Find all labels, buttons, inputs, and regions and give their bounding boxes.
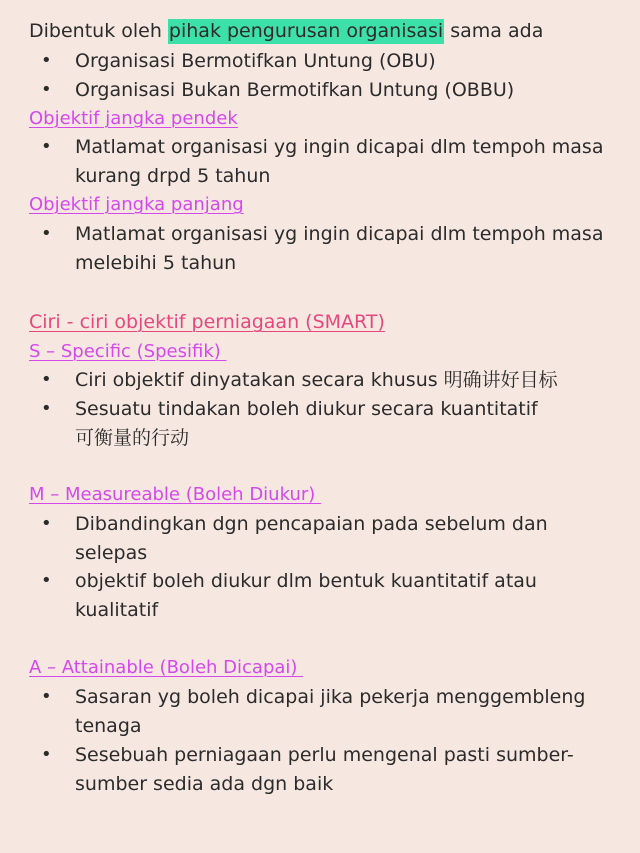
specific-item-1: Ciri objektif dinyatakan secara khusus 明确讲好目标 [75,369,558,391]
short-term-text-line-1: Matlamat organisasi yg ingin dicapai dlm tempoh masa [75,136,604,158]
attainable-item-1-line-2: tenaga [75,715,142,737]
heading-long-term: Objektif jangka panjang [29,194,244,215]
org-type-obu: Organisasi Bermotifkan Untung (OBU) [75,50,436,72]
attainable-item-1-line-1: Sasaran yg boleh dicapai jika pekerja menggembleng [75,686,586,708]
long-term-text-line-2: melebihi 5 tahun [75,252,237,274]
bullet-icon: • [41,398,52,419]
long-term-text-line-1: Matlamat organisasi yg ingin dicapai dlm tempoh masa [75,223,604,245]
specific-item-2-line-2: 可衡量的行动 [75,427,190,449]
measurable-item-1-line-1: Dibandingkan dgn pencapaian pada sebelum dan [75,513,548,535]
specific-item-2-line-1: Sesuatu tindakan boleh diukur secara kuantitatif [75,398,538,420]
intro-text-after: sama ada [444,20,544,42]
measurable-item-2-line-2: kualitatif [75,599,159,621]
heading-measurable: M – Measureable (Boleh Diukur) [29,484,322,505]
bullet-icon: • [41,50,52,71]
measurable-item-2-line-1: objektif boleh diukur dlm bentuk kuantitatif atau [75,570,537,592]
heading-short-term: Objektif jangka pendek [29,108,238,129]
heading-specific: S – Specific (Spesifik) [29,341,227,362]
bullet-icon: • [41,79,52,100]
bullet-icon: • [41,223,52,244]
org-type-obbu: Organisasi Bukan Bermotifkan Untung (OBBU) [75,79,515,101]
bullet-icon: • [41,369,52,390]
bullet-icon: • [41,513,52,534]
highlighted-phrase: pihak pengurusan organisasi [168,20,444,42]
attainable-item-2-line-2: sumber sedia ada dgn baik [75,773,334,795]
bullet-icon: • [41,136,52,157]
short-term-text-line-2: kurang drpd 5 tahun [75,165,271,187]
bullet-icon: • [41,686,52,707]
attainable-item-2-line-1: Sesebuah perniagaan perlu mengenal pasti sumber- [75,744,574,766]
intro-text-before: Dibentuk oleh [29,20,168,42]
heading-attainable: A – Attainable (Boleh Dicapai) [29,657,304,678]
measurable-item-1-line-2: selepas [75,542,148,564]
intro-line [29,17,543,45]
bullet-icon: • [41,744,52,765]
heading-smart: Ciri - ciri objektif perniagaan (SMART) [29,311,385,333]
bullet-icon: • [41,570,52,591]
